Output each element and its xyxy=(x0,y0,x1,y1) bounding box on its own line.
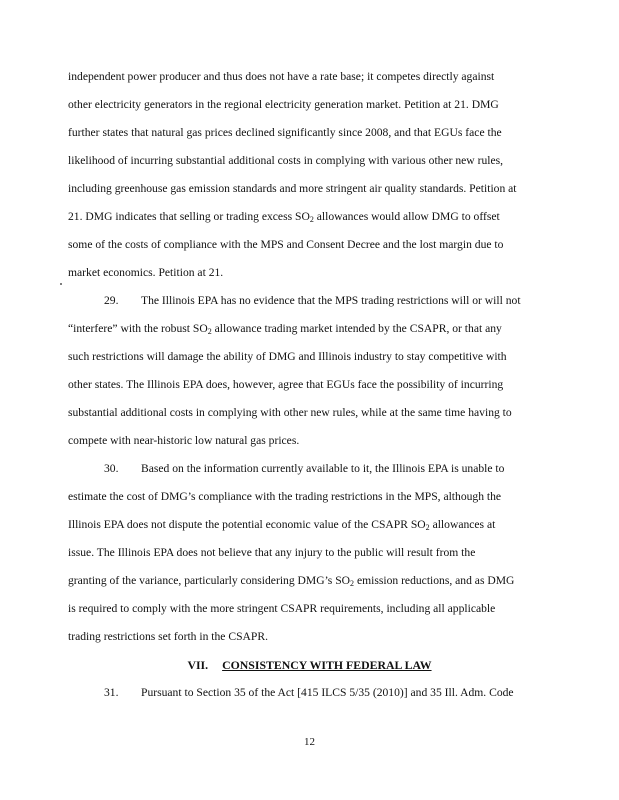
text-line: such restrictions will damage the ability of DMG and Illinois industry to stay competitive with xyxy=(68,350,507,363)
text-fragment: allowance trading market intended by the CSAPR, or that any xyxy=(211,322,502,335)
text-line: other states. The Illinois EPA does, however, agree that EGUs face the possibility of incurring xyxy=(68,378,504,391)
subscript: 2 xyxy=(207,327,212,336)
section-title: CONSISTENCY WITH FEDERAL LAW xyxy=(222,658,432,672)
text-line: trading restrictions set forth in the CSAPR. xyxy=(68,630,268,643)
subscript: 2 xyxy=(350,579,355,588)
text-line: issue. The Illinois EPA does not believe that any injury to the public will result from the xyxy=(68,546,476,559)
text-line: substantial additional costs in complying with other new rules, while at the same time having to xyxy=(68,406,512,419)
text-line: The Illinois EPA has no evidence that the MPS trading restrictions will or will not xyxy=(141,294,521,307)
text-line xyxy=(68,210,500,224)
text-line: is required to comply with the more stringent CSAPR requirements, including all applicable xyxy=(68,602,496,615)
subscript: 2 xyxy=(309,215,314,224)
text-line: other electricity generators in the regional electricity generation market. Petition at 21. DMG xyxy=(68,98,499,111)
section-number: VII. xyxy=(187,658,209,672)
text-fragment: allowances would allow DMG to offset xyxy=(313,210,500,223)
text-line: compete with near-historic low natural gas prices. xyxy=(68,434,300,447)
text-line: further states that natural gas prices declined significantly since 2008, and that EGUs face the xyxy=(68,126,502,139)
text-fragment: granting of the variance, particularly considering DMG’s SO xyxy=(68,574,351,587)
scan-speck xyxy=(60,283,62,285)
text-fragment: Illinois EPA does not dispute the potential economic value of the CSAPR SO xyxy=(68,518,426,531)
text-line: some of the costs of compliance with the MPS and Consent Decree and the lost margin due to xyxy=(68,238,504,251)
text-fragment: allowances at xyxy=(429,518,496,531)
text-fragment: “interfere” with the robust SO xyxy=(68,322,208,335)
paragraph-number: 31. xyxy=(104,686,119,699)
text-line: market economics. Petition at 21. xyxy=(68,266,224,279)
text-line xyxy=(68,574,514,588)
paragraph-number: 30. xyxy=(104,462,119,475)
text-line: Pursuant to Section 35 of the Act [415 ILCS 5/35 (2010)] and 35 Ill. Adm. Code xyxy=(141,686,514,699)
paragraph-number: 29. xyxy=(104,294,119,307)
text-line: including greenhouse gas emission standards and more stringent air quality standards. Petition at xyxy=(68,182,517,195)
text-fragment: emission reductions, and as DMG xyxy=(354,574,515,587)
text-line xyxy=(68,518,495,532)
section-heading xyxy=(0,658,619,672)
text-line: independent power producer and thus does not have a rate base; it competes directly against xyxy=(68,70,495,83)
subscript: 2 xyxy=(425,523,430,532)
text-line: estimate the cost of DMG’s compliance with the trading restrictions in the MPS, although the xyxy=(68,490,502,503)
text-line: Based on the information currently available to it, the Illinois EPA is unable to xyxy=(141,462,505,475)
text-fragment: 21. DMG indicates that selling or trading excess SO xyxy=(68,210,310,223)
text-line xyxy=(68,322,502,336)
text-line: likelihood of incurring substantial additional costs in complying with various other new rules, xyxy=(68,154,504,167)
page-number: 12 xyxy=(304,736,315,748)
